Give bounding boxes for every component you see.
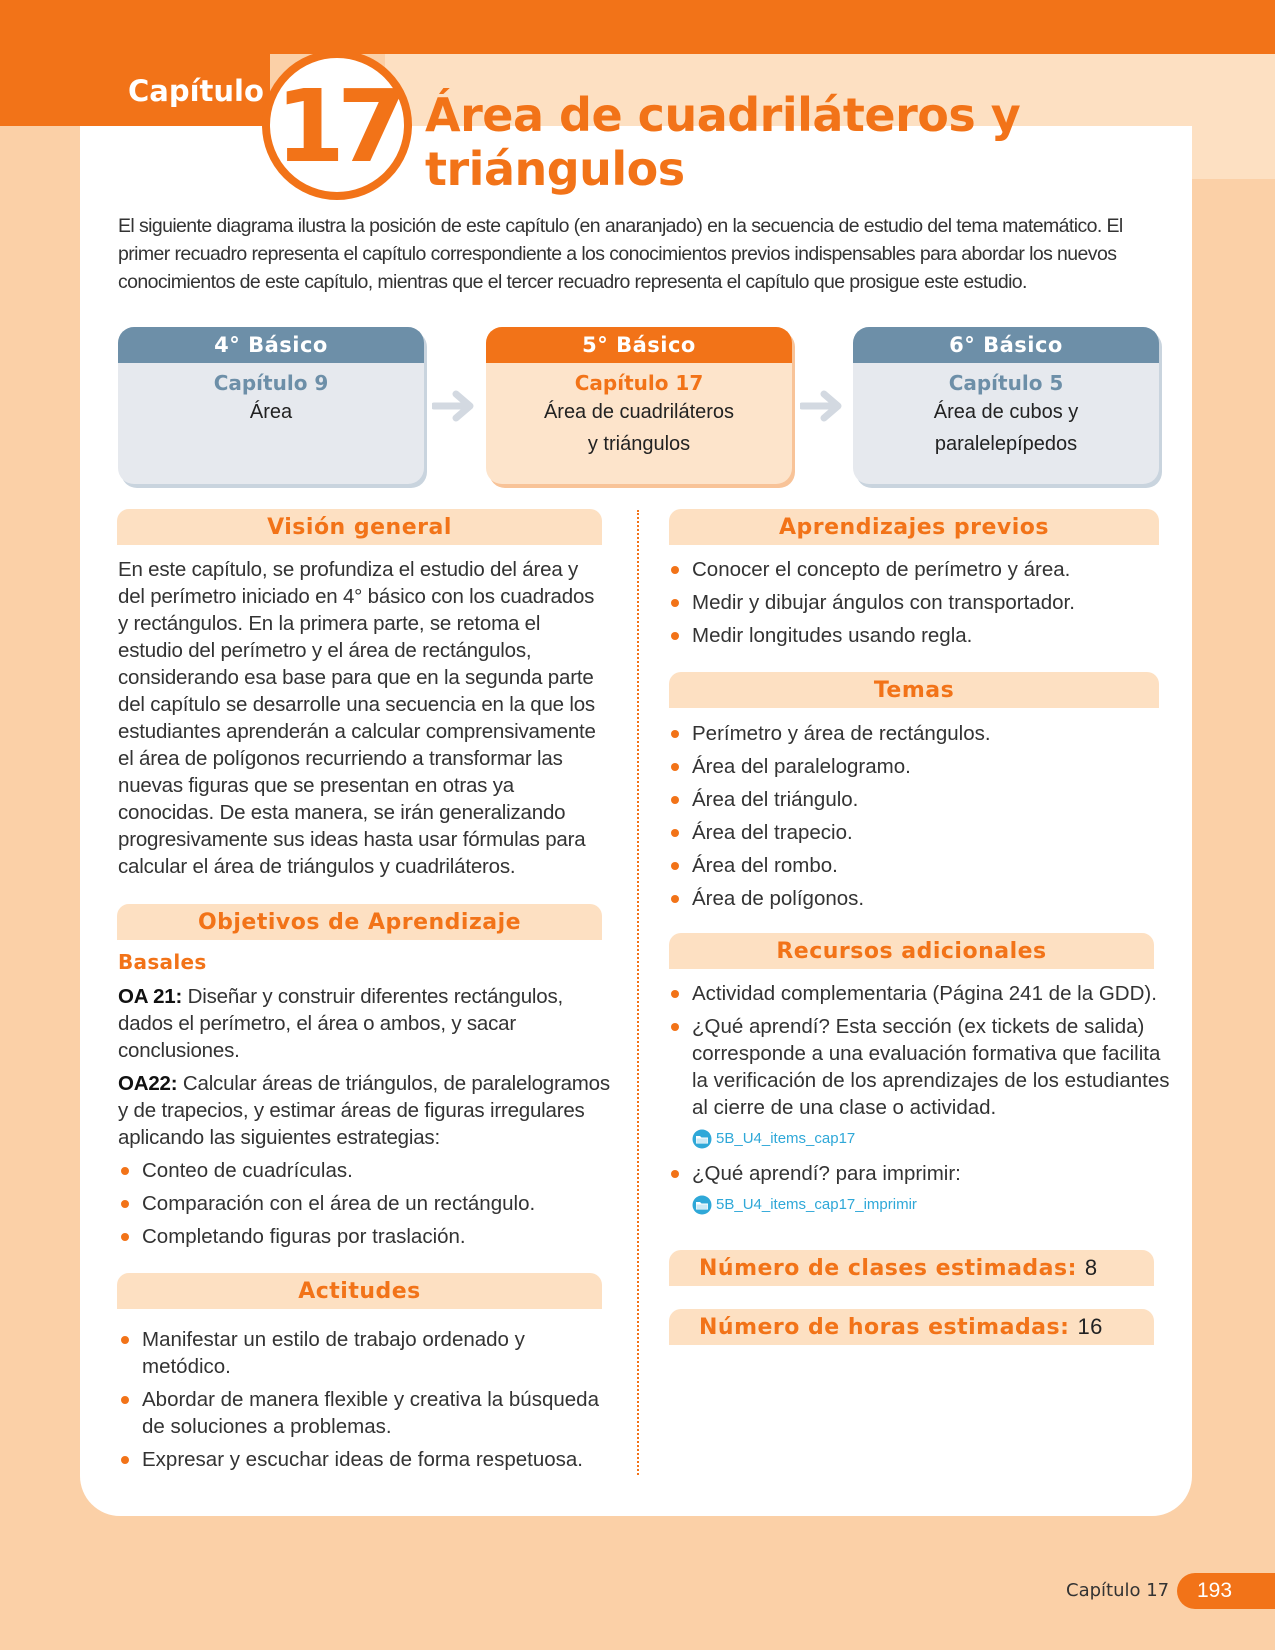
estimated-hours-value: 16 [1077,1314,1103,1339]
section-header-recursos: Recursos adicionales [669,933,1154,969]
sequence-grade: 6° Básico [853,327,1159,363]
intro-paragraph: El siguiente diagrama ilustra la posición de este capítulo (en anaranjado) en la secuencia de estudio del tema matemático. El primer recuadro representa el capítulo correspondiente a los conocimientos previos indispensables para abordar los nuevos conocimientos de este capítulo, mientras que el tercer recuadro representa el capítulo que prosigue este estudio. [118,215,1123,293]
list-item: Área del paralelogramo. [668,753,1168,780]
list-item: Área del rombo. [668,852,1168,879]
section-header-vision-general: Visión general [117,509,602,545]
sequence-grade: 4° Básico [118,327,424,363]
sequence-chapter: Capítulo 5 [948,371,1064,395]
recursos-item-text: ¿Qué aprendí? Esta sección (ex tickets de salida) corresponde a una evaluación formativa que facilita la verificación de los aprendizajes de los estudiantes al cierre de una clase o actividad. [692,1015,1170,1119]
oa22-text [118,1070,618,1151]
list-item: Medir y dibujar ángulos con transportador. [668,589,1168,616]
section-header-objetivos: Objetivos de Aprendizaje [117,904,602,940]
list-item: Área del triángulo. [668,786,1168,813]
list-item: Medir longitudes usando regla. [668,622,1168,649]
sequence-topic: Área de cubos y [933,401,1079,423]
list-item [668,1160,1173,1218]
chapter-number-badge [262,50,412,200]
basales-subtitle: Basales [118,950,207,974]
oa21-text [118,983,608,1064]
sequence-box-next [853,327,1159,484]
list-item [668,1013,1173,1152]
file-link-items-cap17-imprimir[interactable] [692,1191,1173,1218]
chapter-number: 17 [275,68,399,185]
list-item: Área del trapecio. [668,819,1168,846]
sequence-box-previous [118,327,424,484]
file-link-label: 5B_U4_items_cap17_imprimir [716,1196,917,1213]
list-item: Completando figuras por traslación. [118,1223,608,1250]
estimated-hours-label: Número de horas estimadas: [699,1314,1070,1340]
list-item: Abordar de manera flexible y creativa la búsqueda de soluciones a problemas. [118,1386,608,1440]
oa21-description: Diseñar y construir diferentes rectángulos, dados el perímetro, el área o ambos, y sacar conclusiones. [118,985,564,1062]
list-item: Conteo de cuadrículas. [118,1157,608,1184]
arrow-right-icon [800,388,844,424]
list-item: Manifestar un estilo de trabajo ordenado y metódico. [118,1326,608,1380]
footer-chapter: Capítulo 17 [1066,1580,1170,1601]
estimated-classes-value: 8 [1084,1255,1098,1280]
list-item: Conocer el concepto de perímetro y área. [668,556,1168,583]
sequence-chapter: Capítulo 17 [574,371,704,395]
page-title: Área de cuadriláteros y triángulos [425,88,1021,196]
sequence-chapter: Capítulo 9 [213,371,329,395]
section-header-aprendizajes-previos: Aprendizajes previos [669,509,1159,545]
oa22-label: OA22: [118,1072,178,1095]
chapter-label: Capítulo [128,74,264,108]
file-link-items-cap17[interactable] [692,1125,1173,1152]
vision-general-text: En este capítulo, se profundiza el estudio del área y del perímetro iniciado en 4° básico con los cuadrados y rectángulos. En la primera parte, se retoma el estudio del perímetro y el área de rectángulos, considerando esa base para que en la segunda parte del capítulo se desarrolle una secuencia en la que los estudiantes aprenderán a calcular comprensivamente el área de polígonos recurriendo a transformar las nuevas figuras que se presentan en otras ya conocidas. De esta manera, se irán generalizando progresivamente sus ideas hasta usar fórmulas para calcular el área de triángulos y cuadriláteros. [118,558,596,878]
estimated-classes [669,1250,1154,1286]
oa22-description: Calcular áreas de triángulos, de paralelogramos y de trapecios, y estimar áreas de figuras irregulares aplicando las siguientes estrategias: [118,1072,610,1149]
estimated-classes-label: Número de clases estimadas: [699,1255,1077,1281]
oa21-label: OA 21: [118,985,183,1008]
temas-list [668,720,1168,918]
list-item: Actividad complementaria (Página 241 de la GDD). [668,980,1173,1007]
sequence-grade: 5° Básico [486,327,792,363]
list-item: Expresar y escuchar ideas de forma respetuosa. [118,1446,608,1473]
strategies-list [118,1157,608,1256]
list-item: Comparación con el área de un rectángulo. [118,1190,608,1217]
folder-icon [692,1129,712,1149]
sequence-topic: Área de cuadriláteros [543,401,735,423]
file-link-label: 5B_U4_items_cap17 [716,1130,856,1147]
actitudes-list [118,1326,608,1479]
recursos-item-text: ¿Qué aprendí? para imprimir: [692,1162,961,1185]
sequence-topic: Área [249,401,293,423]
page-number: 193 [1177,1573,1275,1609]
column-divider [637,510,639,1475]
sequence-topic-line2: paralelepípedos [934,433,1078,455]
folder-icon [692,1195,712,1215]
recursos-list [668,980,1173,1224]
arrow-right-icon [432,388,476,424]
estimated-hours [669,1309,1154,1345]
top-banner [0,0,1275,54]
aprendizajes-previos-list [668,556,1168,655]
sequence-box-current [486,327,792,484]
sequence-topic-line2: y triángulos [587,433,691,455]
section-header-actitudes: Actitudes [117,1273,602,1309]
list-item: Área de polígonos. [668,885,1168,912]
list-item: Perímetro y área de rectángulos. [668,720,1168,747]
section-header-temas: Temas [669,672,1159,708]
